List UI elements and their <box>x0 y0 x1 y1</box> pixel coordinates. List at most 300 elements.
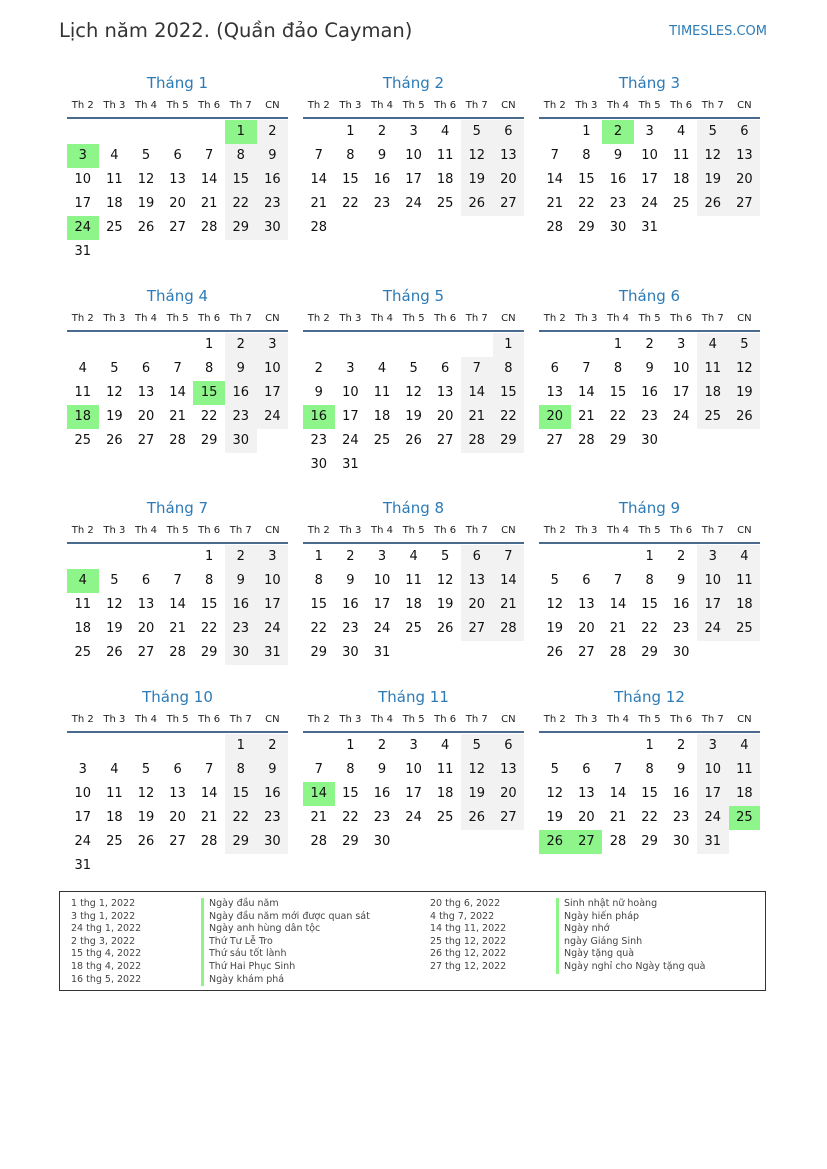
day-cell: 29 <box>342 834 359 849</box>
day-cell: 4 <box>729 545 761 569</box>
day-cell: 22 <box>493 405 525 429</box>
day-cell: 1 <box>645 549 654 564</box>
weekday-label: CN <box>737 100 752 111</box>
empty-cell <box>571 545 603 569</box>
weekday-label: Th 5 <box>402 525 425 536</box>
legend-date: 1 thg 1, 2022 <box>71 898 136 909</box>
day-cell: 27 <box>493 806 525 830</box>
legend-date: 26 thg 12, 2022 <box>430 948 507 960</box>
day-cell: 9 <box>257 758 289 782</box>
weekday-label: Th 4 <box>134 100 157 111</box>
day-cell: 1 <box>613 337 623 352</box>
month-block <box>539 286 760 453</box>
day-cell: 1 <box>346 124 355 139</box>
day-cell: 5 <box>409 361 418 376</box>
day-cell: 10 <box>641 148 658 163</box>
day-cell: 22 <box>200 409 218 424</box>
day-cell: 5 <box>550 573 559 588</box>
weekday-label: Th 7 <box>465 313 488 324</box>
day-cell: 8 <box>225 758 257 782</box>
weekday-label: Th 2 <box>307 525 330 536</box>
day-cell: 16 <box>672 597 690 612</box>
empty-cell <box>67 333 99 357</box>
weekday-label: Th 4 <box>134 313 157 324</box>
day-cell: 14 <box>578 385 595 400</box>
legend-left-dates <box>71 898 141 986</box>
day-cell: 21 <box>310 196 328 211</box>
day-cell: 30 <box>342 645 359 660</box>
month-title: Tháng 7 <box>146 499 209 517</box>
empty-cell <box>99 120 131 144</box>
day-cell: 27 <box>546 433 564 448</box>
day-cell: 27 <box>729 192 761 216</box>
day-cell: 11 <box>436 762 454 777</box>
day-cell: 6 <box>550 361 559 376</box>
day-cell: 13 <box>729 144 761 168</box>
day-cell: 21 <box>310 810 328 825</box>
day-cell: 11 <box>74 385 92 400</box>
empty-cell <box>130 545 162 569</box>
day-cell: 11 <box>697 357 729 381</box>
day-cell: 19 <box>137 196 155 211</box>
day-cell: 4 <box>110 148 119 163</box>
weekday-label: Th 4 <box>370 525 393 536</box>
day-cell: 4 <box>441 738 450 753</box>
day-cell: 12 <box>697 144 729 168</box>
legend-left-names <box>201 898 370 986</box>
day-cell: 9 <box>314 385 323 400</box>
day-cell: 31 <box>74 858 92 873</box>
empty-cell <box>303 120 335 144</box>
day-cell: 21 <box>578 409 595 424</box>
empty-cell <box>99 333 131 357</box>
day-cell: 4 <box>377 361 387 376</box>
empty-cell <box>99 734 131 758</box>
day-cell: 30 <box>672 834 690 849</box>
day-cell: 4 <box>409 549 418 564</box>
holiday-day-cell: 24 <box>67 216 99 240</box>
day-cell: 9 <box>645 361 654 376</box>
day-cell: 26 <box>729 405 761 429</box>
day-cell: 30 <box>257 830 289 854</box>
day-cell: 16 <box>373 172 391 187</box>
empty-cell <box>162 333 194 357</box>
empty-cell <box>539 333 571 357</box>
day-cell: 18 <box>729 593 761 617</box>
holiday-day-cell: 4 <box>67 569 99 593</box>
day-cell: 30 <box>225 429 257 453</box>
day-cell: 22 <box>310 621 328 636</box>
day-cell: 10 <box>257 569 289 593</box>
weekday-label: Th 3 <box>103 525 126 536</box>
weekday-label: Th 7 <box>701 100 724 111</box>
day-cell: 8 <box>645 762 654 777</box>
weekday-label: Th 4 <box>370 100 393 111</box>
day-cell: 6 <box>141 361 151 376</box>
day-cell: 3 <box>257 545 289 569</box>
day-cell: 17 <box>373 597 391 612</box>
month-title: Tháng 8 <box>382 499 445 517</box>
day-cell: 27 <box>137 645 155 660</box>
day-cell: 11 <box>729 758 761 782</box>
day-cell: 12 <box>405 385 422 400</box>
weekday-label: Th 4 <box>606 313 629 324</box>
day-cell: 9 <box>257 144 289 168</box>
day-cell: 28 <box>609 834 627 849</box>
day-cell: 28 <box>200 220 218 235</box>
weekday-label: Th 4 <box>606 714 629 725</box>
weekday-label: Th 7 <box>701 525 724 536</box>
day-cell: 30 <box>672 645 690 660</box>
holiday-day-cell: 16 <box>303 405 335 429</box>
day-cell: 8 <box>613 361 623 376</box>
day-cell: 2 <box>645 337 654 352</box>
day-cell: 27 <box>461 617 493 641</box>
day-cell: 7 <box>173 361 182 376</box>
day-cell: 20 <box>436 409 454 424</box>
day-cell: 17 <box>74 196 92 211</box>
day-cell: 7 <box>314 148 323 163</box>
weekday-label: Th 4 <box>134 714 157 725</box>
day-cell: 12 <box>137 786 155 801</box>
weekday-label: Th 3 <box>103 313 126 324</box>
day-cell: 4 <box>677 124 686 139</box>
day-cell: 15 <box>493 381 525 405</box>
day-cell: 23 <box>225 405 257 429</box>
day-cell: 5 <box>441 549 450 564</box>
holiday-day-cell: 1 <box>225 120 257 144</box>
day-cell: 31 <box>373 645 391 660</box>
day-cell: 19 <box>106 409 123 424</box>
day-cell: 9 <box>225 569 257 593</box>
day-cell: 16 <box>257 782 289 806</box>
day-cell: 26 <box>106 645 123 660</box>
weekday-label: Th 7 <box>701 313 724 324</box>
day-cell: 17 <box>672 385 690 400</box>
weekday-label: Th 4 <box>134 525 157 536</box>
day-cell: 14 <box>493 569 525 593</box>
legend-date: 27 thg 12, 2022 <box>430 960 507 972</box>
month-title: Tháng 2 <box>382 74 445 92</box>
day-cell: 15 <box>342 172 359 187</box>
holiday-day-cell: 15 <box>193 381 225 405</box>
weekday-label: Th 3 <box>575 313 598 324</box>
day-cell: 4 <box>78 361 87 376</box>
day-cell: 2 <box>314 361 323 376</box>
month-title: Tháng 10 <box>142 688 213 706</box>
day-cell: 22 <box>641 810 658 825</box>
holiday-day-cell: 3 <box>67 144 99 168</box>
day-cell: 14 <box>310 172 328 187</box>
day-cell: 20 <box>729 168 761 192</box>
day-cell: 19 <box>461 168 493 192</box>
weekday-label: Th 2 <box>71 525 94 536</box>
day-cell: 6 <box>582 573 591 588</box>
month-block <box>303 286 524 477</box>
day-cell: 9 <box>377 148 387 163</box>
weekday-header <box>539 308 760 332</box>
weekday-label: Th 3 <box>339 714 362 725</box>
weekday-label: Th 2 <box>71 714 94 725</box>
day-cell: 11 <box>672 148 690 163</box>
month-block <box>303 687 524 854</box>
day-cell: 12 <box>106 385 123 400</box>
weekday-label: Th 3 <box>575 525 598 536</box>
day-cell: 14 <box>169 597 186 612</box>
day-grid <box>303 734 524 854</box>
day-cell: 6 <box>173 148 182 163</box>
day-cell: 16 <box>257 168 289 192</box>
day-cell: 24 <box>405 196 422 211</box>
day-cell: 29 <box>641 834 658 849</box>
month-block <box>67 286 288 453</box>
weekday-label: Th 3 <box>103 714 126 725</box>
day-cell: 18 <box>373 409 391 424</box>
day-cell: 3 <box>677 337 686 352</box>
weekday-header <box>539 709 760 733</box>
weekday-label: CN <box>737 525 752 536</box>
day-cell: 12 <box>461 758 493 782</box>
day-cell: 24 <box>697 806 729 830</box>
empty-cell <box>193 120 225 144</box>
day-cell: 29 <box>641 645 658 660</box>
day-cell: 30 <box>225 641 257 665</box>
day-cell: 31 <box>697 830 729 854</box>
weekday-label: CN <box>737 313 752 324</box>
empty-cell <box>67 545 99 569</box>
day-cell: 8 <box>346 148 355 163</box>
day-cell: 18 <box>74 621 92 636</box>
day-cell: 28 <box>546 220 564 235</box>
weekday-header <box>67 709 288 733</box>
day-grid <box>67 545 288 665</box>
day-cell: 9 <box>677 573 686 588</box>
holiday-day-cell: 14 <box>303 782 335 806</box>
day-cell: 3 <box>697 545 729 569</box>
legend-holiday-name: Thứ sáu tốt lành <box>201 948 370 961</box>
day-cell: 12 <box>461 144 493 168</box>
day-cell: 29 <box>200 433 218 448</box>
weekday-label: Th 2 <box>71 100 94 111</box>
day-cell: 7 <box>613 573 623 588</box>
day-cell: 19 <box>729 381 761 405</box>
day-cell: 2 <box>225 333 257 357</box>
day-cell: 9 <box>225 357 257 381</box>
day-cell: 14 <box>200 786 218 801</box>
weekday-label: Th 5 <box>166 714 189 725</box>
empty-cell <box>539 734 571 758</box>
weekday-header <box>303 308 524 332</box>
day-cell: 24 <box>74 834 92 849</box>
day-cell: 8 <box>205 361 214 376</box>
weekday-label: Th 6 <box>434 313 457 324</box>
day-grid <box>67 120 288 264</box>
day-cell: 10 <box>74 172 92 187</box>
day-cell: 28 <box>609 645 627 660</box>
day-cell: 22 <box>342 196 359 211</box>
weekday-label: CN <box>501 313 516 324</box>
weekday-label: CN <box>265 525 280 536</box>
day-cell: 12 <box>436 573 454 588</box>
day-cell: 22 <box>578 196 595 211</box>
weekday-label: Th 6 <box>198 714 221 725</box>
day-cell: 23 <box>342 621 359 636</box>
weekday-header <box>539 95 760 119</box>
day-cell: 2 <box>377 124 387 139</box>
month-block <box>67 498 288 665</box>
day-cell: 1 <box>314 549 323 564</box>
month-title: Tháng 12 <box>614 688 685 706</box>
day-cell: 2 <box>677 549 686 564</box>
day-cell: 24 <box>641 196 658 211</box>
day-cell: 3 <box>645 124 654 139</box>
empty-cell <box>193 734 225 758</box>
day-cell: 23 <box>310 433 328 448</box>
day-cell: 6 <box>141 573 151 588</box>
weekday-label: Th 6 <box>434 714 457 725</box>
month-block <box>67 687 288 878</box>
day-cell: 30 <box>310 457 328 472</box>
legend-holiday-name: ngày Giáng Sinh <box>556 936 706 949</box>
empty-cell <box>539 545 571 569</box>
weekday-label: Th 6 <box>434 100 457 111</box>
day-cell: 22 <box>225 192 257 216</box>
day-cell: 23 <box>672 621 690 636</box>
empty-cell <box>162 734 194 758</box>
empty-cell <box>303 333 335 357</box>
day-cell: 29 <box>225 216 257 240</box>
day-cell: 11 <box>729 569 761 593</box>
legend-holiday-name: Ngày tặng quà <box>556 948 706 961</box>
day-cell: 5 <box>550 762 559 777</box>
month-title: Tháng 9 <box>618 499 681 517</box>
weekday-label: Th 6 <box>434 525 457 536</box>
weekday-label: CN <box>501 525 516 536</box>
day-cell: 19 <box>405 409 422 424</box>
day-cell: 26 <box>546 645 564 660</box>
weekday-label: Th 4 <box>606 100 629 111</box>
day-cell: 22 <box>342 810 359 825</box>
empty-cell <box>130 333 162 357</box>
day-cell: 24 <box>405 810 422 825</box>
day-cell: 5 <box>141 762 151 777</box>
legend-date: 3 thg 1, 2022 <box>71 910 136 922</box>
holiday-day-cell: 27 <box>571 830 603 854</box>
day-cell: 7 <box>461 357 493 381</box>
weekday-label: Th 6 <box>670 714 693 725</box>
day-cell: 31 <box>342 457 359 472</box>
holiday-day-cell: 2 <box>602 120 634 144</box>
day-cell: 8 <box>493 357 525 381</box>
day-cell: 29 <box>225 830 257 854</box>
day-cell: 10 <box>672 361 690 376</box>
month-title: Tháng 6 <box>618 287 681 305</box>
day-cell: 13 <box>493 758 525 782</box>
weekday-label: Th 5 <box>402 313 425 324</box>
weekday-header <box>539 520 760 544</box>
weekday-label: Th 7 <box>465 100 488 111</box>
day-cell: 15 <box>310 597 328 612</box>
day-cell: 16 <box>225 593 257 617</box>
day-cell: 4 <box>697 333 729 357</box>
holiday-day-cell: 26 <box>539 830 571 854</box>
page-title: Lịch năm 2022. (Quần đảo Cayman) <box>59 19 413 42</box>
empty-cell <box>539 120 571 144</box>
weekday-label: Th 2 <box>543 313 566 324</box>
day-grid <box>539 120 760 240</box>
day-cell: 27 <box>578 645 595 660</box>
site-link[interactable]: TIMESLES.COM <box>669 24 767 39</box>
day-cell: 21 <box>200 810 218 825</box>
weekday-label: Th 4 <box>370 714 393 725</box>
day-grid <box>539 333 760 453</box>
weekday-header <box>67 520 288 544</box>
day-cell: 28 <box>310 220 328 235</box>
weekday-label: CN <box>265 313 280 324</box>
weekday-label: CN <box>737 714 752 725</box>
legend-date: 20 thg 6, 2022 <box>430 898 501 909</box>
day-cell: 20 <box>493 782 525 806</box>
day-cell: 16 <box>672 786 690 801</box>
weekday-label: Th 7 <box>701 714 724 725</box>
holiday-day-cell: 20 <box>539 405 571 429</box>
empty-cell <box>99 545 131 569</box>
weekday-label: Th 6 <box>670 525 693 536</box>
day-cell: 13 <box>436 385 454 400</box>
day-cell: 24 <box>342 433 359 448</box>
day-cell: 13 <box>546 385 564 400</box>
day-cell: 21 <box>200 196 218 211</box>
legend-date: 25 thg 12, 2022 <box>430 935 507 947</box>
day-cell: 12 <box>106 597 123 612</box>
weekday-label: Th 5 <box>402 100 425 111</box>
day-cell: 13 <box>169 172 186 187</box>
day-grid <box>303 545 524 665</box>
weekday-label: Th 2 <box>543 525 566 536</box>
day-cell: 3 <box>377 549 387 564</box>
day-cell: 13 <box>137 385 155 400</box>
day-cell: 11 <box>373 385 391 400</box>
holiday-day-cell: 18 <box>67 405 99 429</box>
day-cell: 15 <box>641 597 658 612</box>
legend-date: 15 thg 4, 2022 <box>71 948 142 960</box>
weekday-label: Th 6 <box>670 313 693 324</box>
day-cell: 27 <box>137 433 155 448</box>
day-cell: 16 <box>225 381 257 405</box>
day-cell: 20 <box>461 593 493 617</box>
day-cell: 13 <box>578 597 595 612</box>
empty-cell <box>571 734 603 758</box>
day-cell: 21 <box>493 593 525 617</box>
day-cell: 20 <box>578 621 595 636</box>
day-grid <box>67 734 288 878</box>
day-cell: 20 <box>137 621 155 636</box>
weekday-label: CN <box>265 714 280 725</box>
day-cell: 2 <box>346 549 355 564</box>
day-cell: 26 <box>697 192 729 216</box>
day-cell: 4 <box>729 734 761 758</box>
day-cell: 3 <box>257 333 289 357</box>
day-cell: 25 <box>436 196 454 211</box>
weekday-label: Th 7 <box>229 100 252 111</box>
day-cell: 1 <box>205 337 214 352</box>
day-cell: 29 <box>578 220 595 235</box>
day-cell: 24 <box>697 617 729 641</box>
legend-holiday-name: Thứ Hai Phục Sinh <box>201 961 370 974</box>
day-cell: 3 <box>697 734 729 758</box>
day-cell: 1 <box>645 738 654 753</box>
weekday-label: Th 2 <box>543 100 566 111</box>
